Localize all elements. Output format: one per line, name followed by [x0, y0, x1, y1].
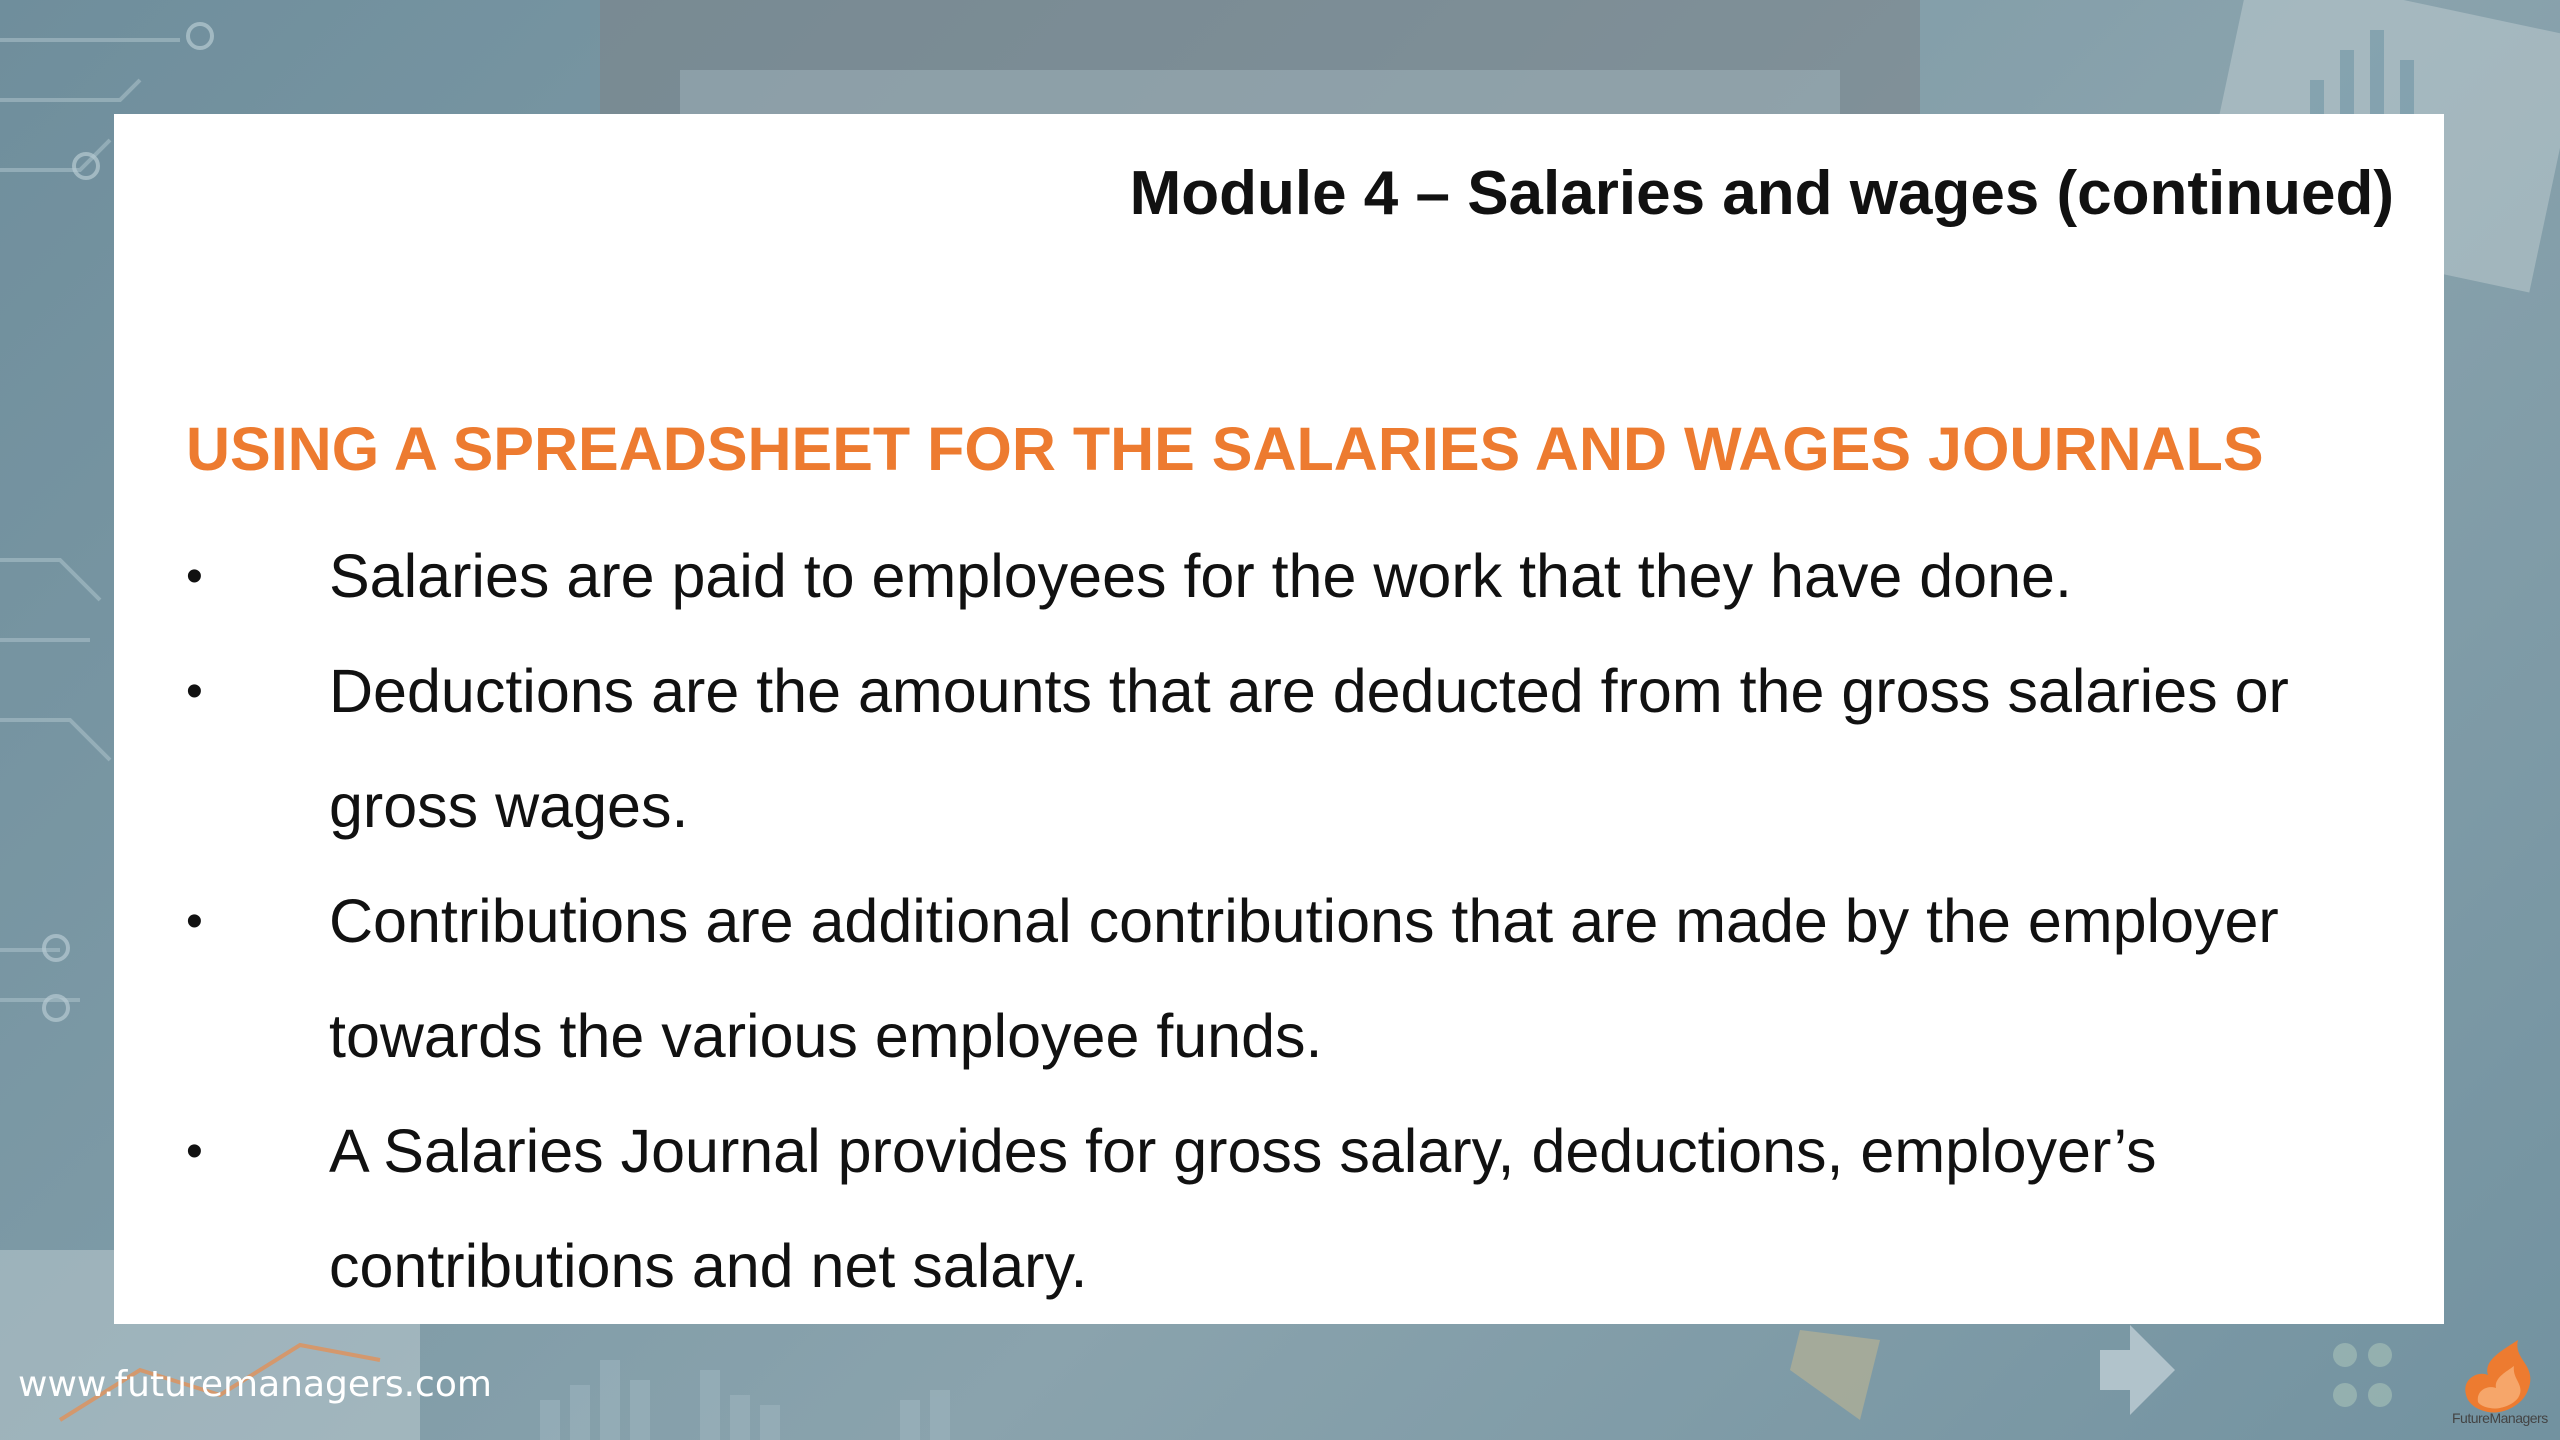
bullet-list — [186, 519, 2406, 1324]
bullet-text: Salaries are paid to employees for the work that they have done. — [329, 542, 2072, 610]
slide-card — [114, 114, 2444, 1324]
footer-website-url: www.futuremanagers.com — [18, 1364, 492, 1405]
logo-wordmark: FutureManagers — [2452, 1410, 2548, 1426]
bullet-text: Contributions are additional contributions that are made by the employer towards the various employee funds. — [329, 887, 2279, 1070]
bullet-symbol: • — [186, 1125, 203, 1178]
section-heading: USING A SPREADSHEET FOR THE SALARIES AND WAGES JOURNALS — [186, 415, 2264, 483]
bullet-text: A Salaries Journal provides for gross salary, deductions, employer’s contributions and net salary. — [329, 1117, 2157, 1300]
bullet-symbol: • — [186, 895, 203, 948]
bullet-item — [186, 1094, 2406, 1324]
bullet-item — [186, 519, 2406, 634]
bullet-item — [186, 864, 2406, 1094]
bullet-symbol: • — [186, 665, 203, 718]
bullet-text: Deductions are the amounts that are deducted from the gross salaries or gross wages. — [329, 657, 2289, 840]
bullet-symbol: • — [186, 550, 203, 603]
slide-title: Module 4 – Salaries and wages (continued) — [1129, 159, 2394, 228]
bullet-item — [186, 634, 2406, 864]
